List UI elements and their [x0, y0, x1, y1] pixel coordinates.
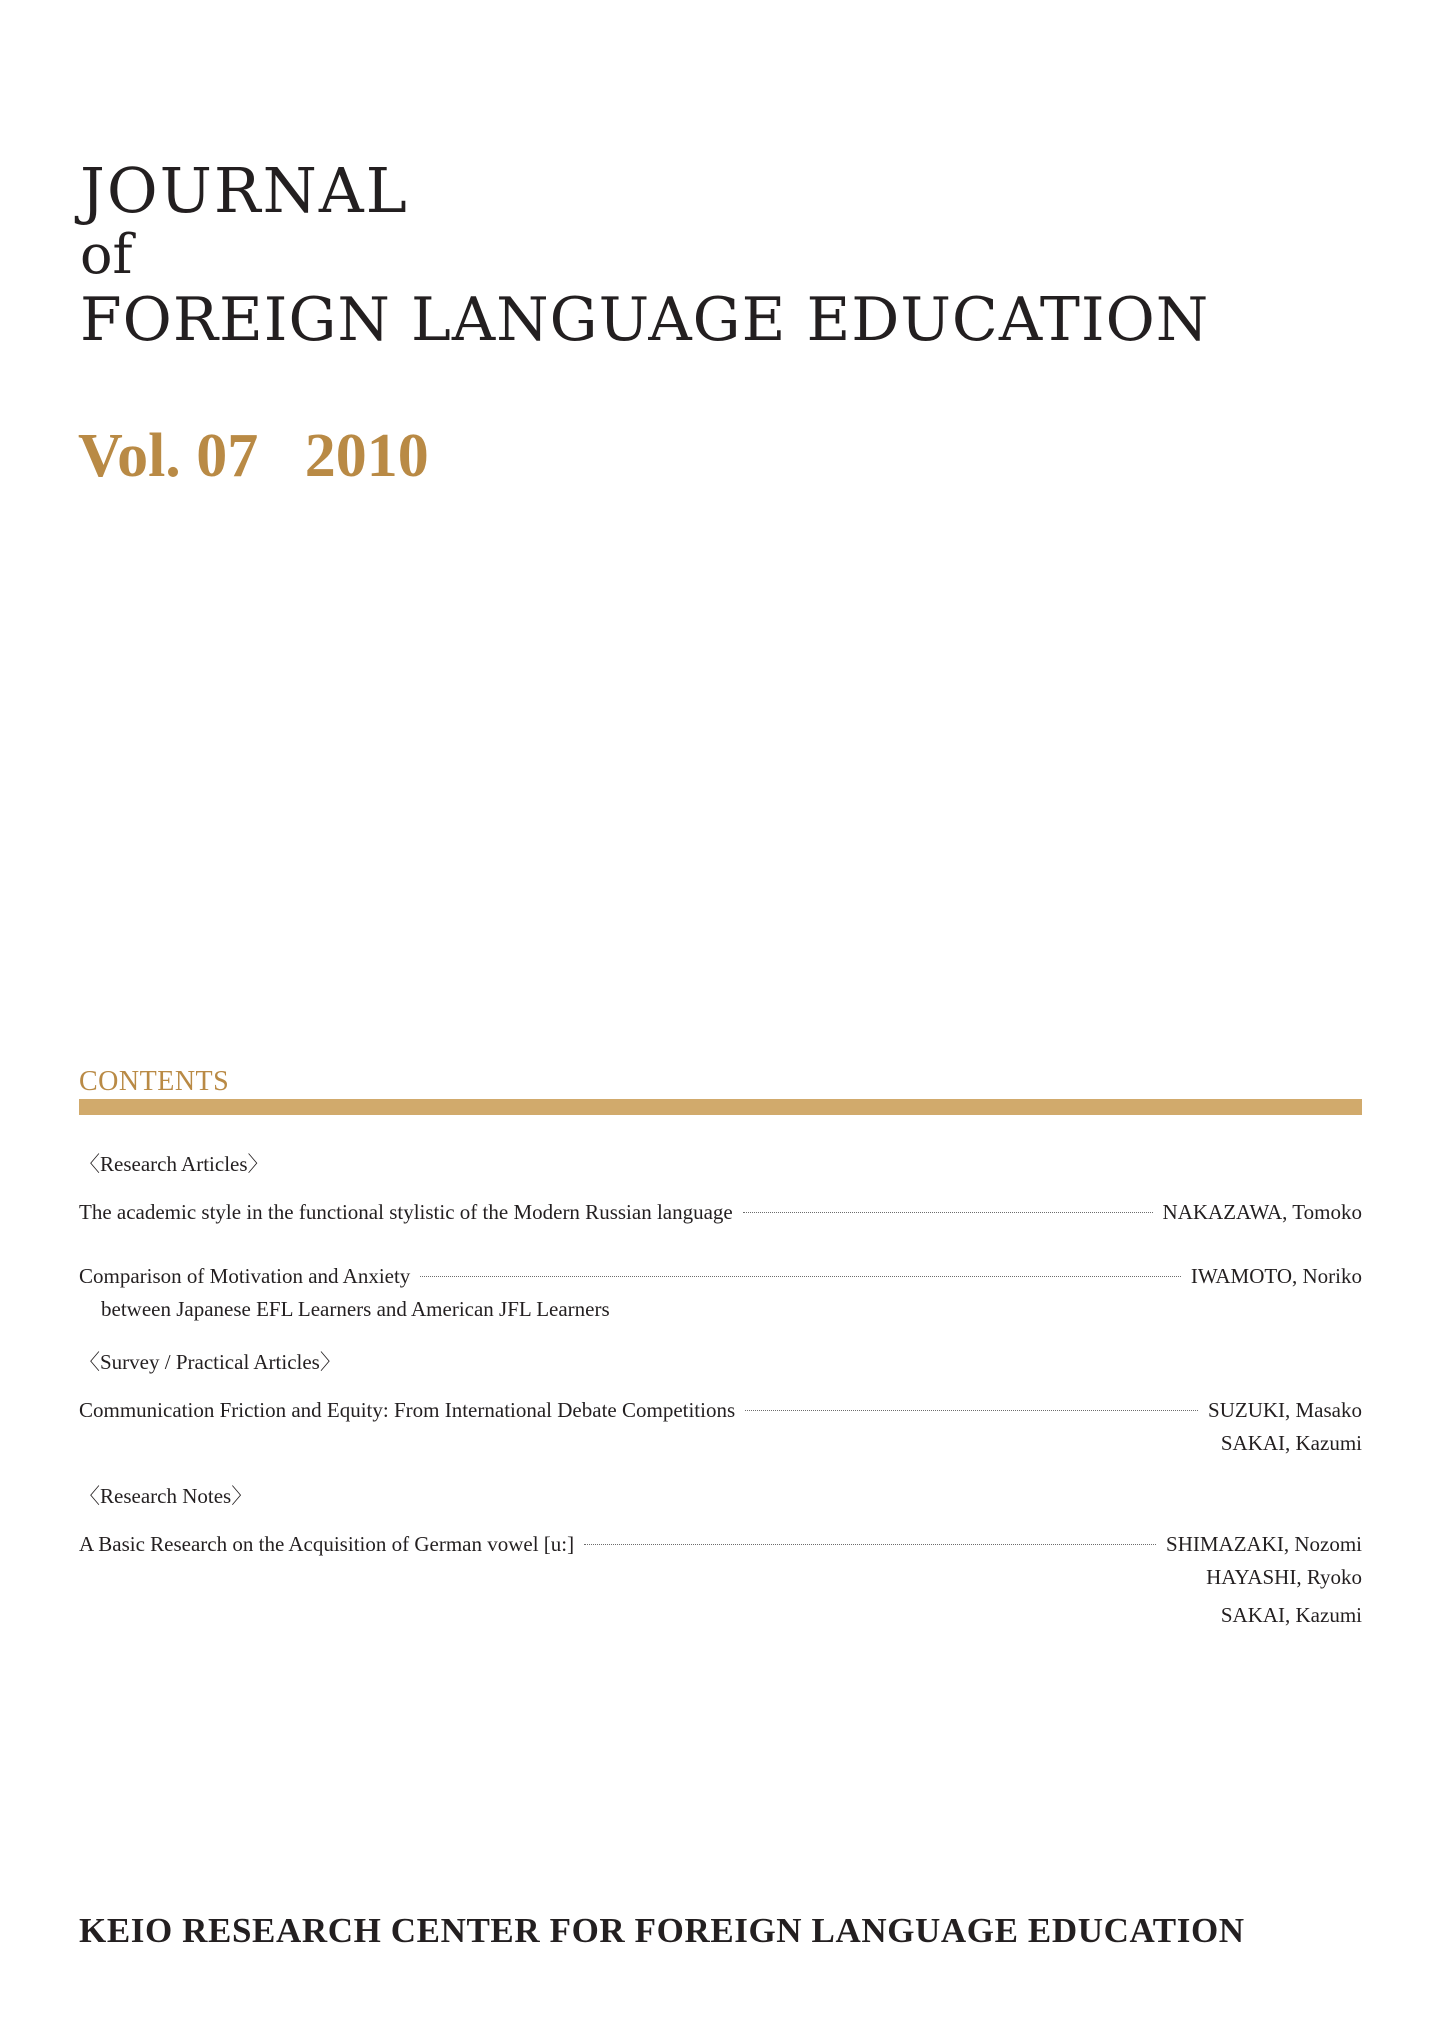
- entry-author: NAKAZAWA, Tomoko: [1162, 1200, 1362, 1224]
- toc-entry[interactable]: [79, 1396, 1362, 1424]
- table-of-contents: [79, 1150, 1362, 1634]
- section-label-survey-practical: 〈Survey / Practical Articles〉: [79, 1350, 341, 1374]
- section-label-research-articles: 〈Research Articles〉: [79, 1152, 269, 1176]
- entry-author: HAYASHI, Ryoko: [1206, 1565, 1362, 1589]
- toc-entry[interactable]: [79, 1262, 1362, 1290]
- entry-title: Comparison of Motivation and Anxiety: [79, 1264, 411, 1288]
- dotted-leader: [420, 1276, 1181, 1277]
- entry-author: IWAMOTO, Noriko: [1190, 1264, 1362, 1288]
- publisher-name: KEIO RESEARCH CENTER FOR FOREIGN LANGUAGE EDUCATION: [79, 1911, 1245, 1950]
- dotted-leader: [584, 1544, 1156, 1545]
- entry-author: SUZUKI, Masako: [1208, 1398, 1362, 1422]
- title-line-journal: JOURNAL: [80, 154, 409, 227]
- entry-author: SAKAI, Kazumi: [1220, 1431, 1362, 1455]
- dotted-leader: [743, 1212, 1153, 1213]
- section-label-research-notes: 〈Research Notes〉: [79, 1484, 253, 1508]
- contents-heading: CONTENTS: [79, 1066, 230, 1097]
- entry-author: SHIMAZAKI, Nozomi: [1166, 1532, 1362, 1556]
- toc-entry[interactable]: [79, 1530, 1362, 1558]
- entry-subtitle: between Japanese EFL Learners and American JFL Learners: [101, 1297, 610, 1321]
- entry-title: The academic style in the functional stylistic of the Modern Russian language: [79, 1200, 733, 1224]
- toc-entry[interactable]: [79, 1198, 1362, 1226]
- contents-divider: [79, 1099, 1362, 1115]
- entry-author: SAKAI, Kazumi: [1220, 1603, 1362, 1627]
- title-line-subject: FOREIGN LANGUAGE EDUCATION: [80, 285, 1210, 355]
- volume-year: Vol. 07 2010: [78, 422, 429, 490]
- entry-title: A Basic Research on the Acquisition of German vowel [u:]: [79, 1532, 575, 1556]
- entry-title: Communication Friction and Equity: From International Debate Competitions: [79, 1398, 736, 1422]
- dotted-leader: [745, 1410, 1198, 1411]
- journal-title: [80, 154, 1210, 355]
- title-line-of: of: [80, 223, 133, 286]
